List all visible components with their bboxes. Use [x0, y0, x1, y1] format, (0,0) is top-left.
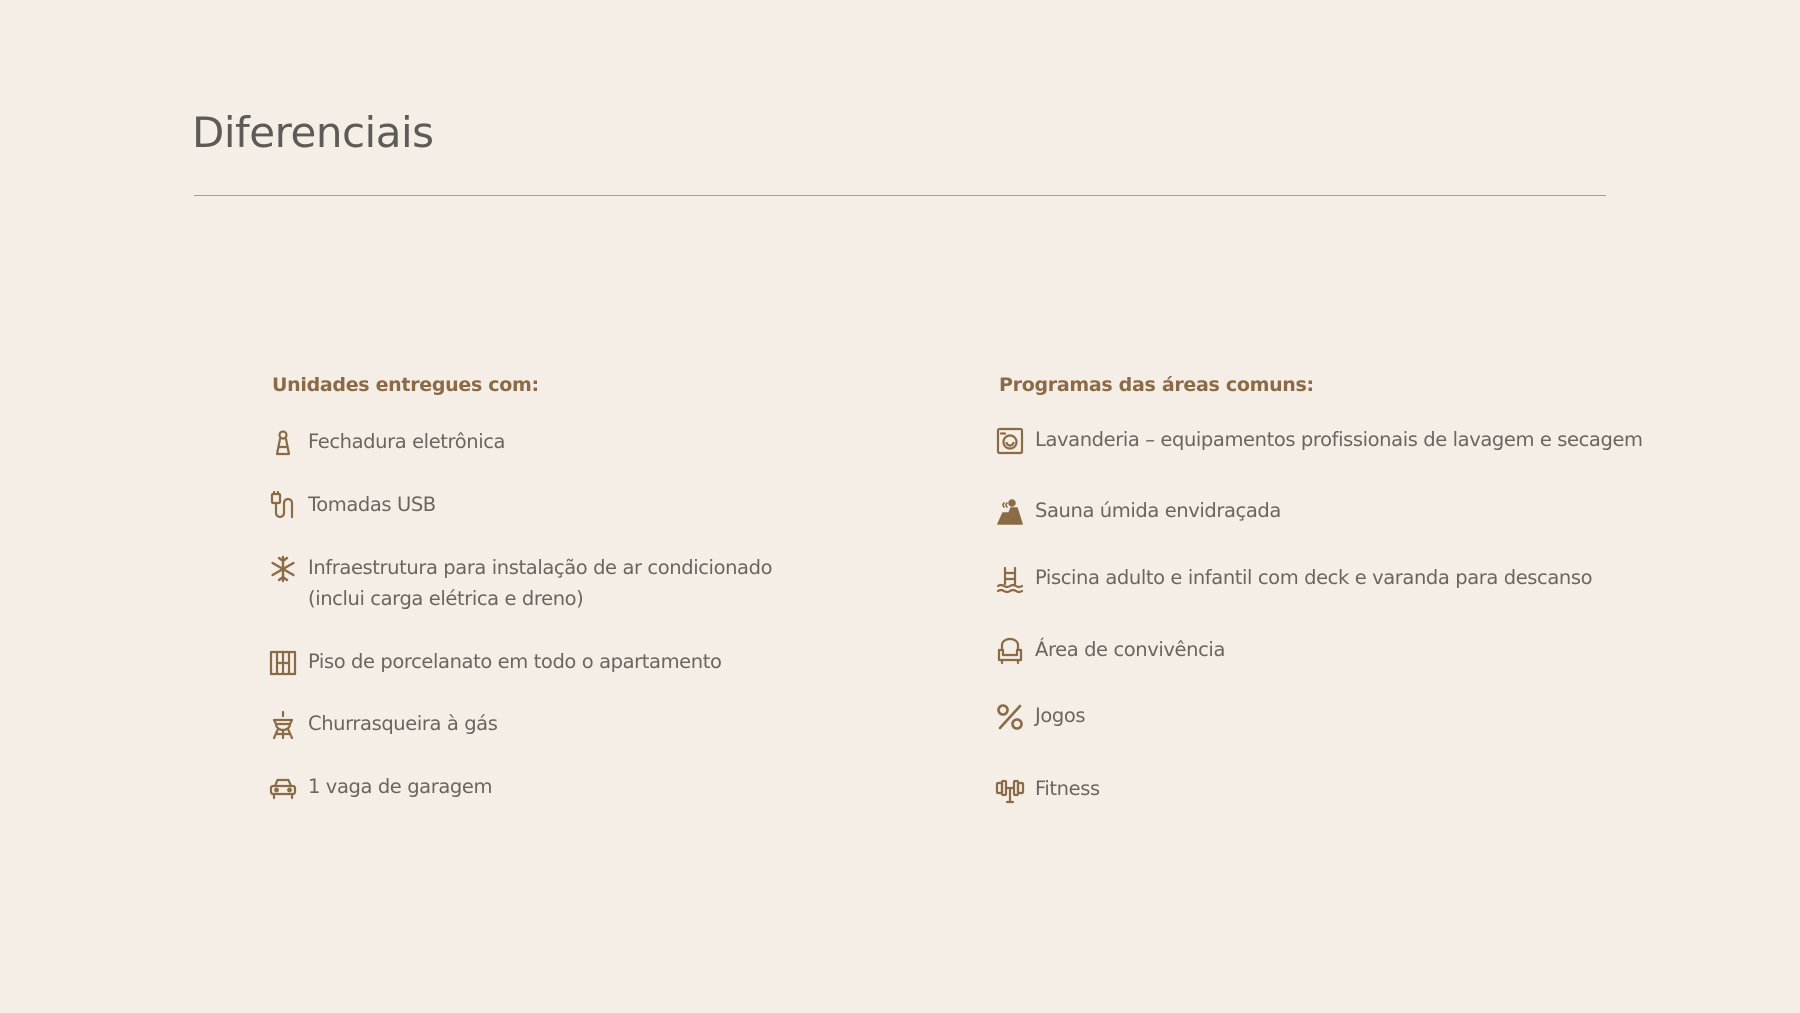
- list-item: [266, 646, 722, 680]
- washing-machine-icon: [993, 424, 1027, 458]
- list-item: [993, 634, 1225, 668]
- title-divider: [194, 195, 1606, 196]
- item-label-continuation: (inclui carga elétrica e dreno): [308, 587, 584, 610]
- car-icon: [266, 771, 300, 805]
- list-item: [993, 495, 1281, 529]
- dumbbell-icon: [993, 773, 1027, 807]
- item-label: Sauna úmida envidraçada: [1035, 499, 1281, 522]
- common-areas-heading: Programas das áreas comuns:: [999, 374, 1314, 396]
- item-label: Infraestrutura para instalação de ar condicionado: [308, 556, 773, 579]
- list-item: [993, 424, 1643, 458]
- sauna-icon: [993, 495, 1027, 529]
- page-title: Diferenciais: [192, 108, 434, 157]
- units-heading: Unidades entregues com:: [272, 374, 539, 396]
- list-item: [993, 562, 1592, 596]
- pool-icon: [993, 562, 1027, 596]
- item-label: Área de convivência: [1035, 638, 1225, 661]
- item-label: Piscina adulto e infantil com deck e varanda para descanso: [1035, 566, 1593, 589]
- list-item: [266, 426, 505, 460]
- item-label: Churrasqueira à gás: [308, 712, 498, 735]
- list-item: [266, 489, 436, 523]
- item-label: 1 vaga de garagem: [308, 775, 493, 798]
- item-label: Piso de porcelanato em todo o apartamento: [308, 650, 722, 673]
- armchair-icon: [993, 634, 1027, 668]
- list-item: [993, 773, 1100, 807]
- floor-tiles-icon: [266, 646, 300, 680]
- item-label: Tomadas USB: [308, 493, 436, 516]
- list-item: [993, 700, 1085, 734]
- list-item: [266, 771, 492, 805]
- item-label: Fechadura eletrônica: [308, 430, 506, 453]
- item-label: Fitness: [1035, 777, 1100, 800]
- snowflake-icon: [266, 552, 300, 586]
- list-item: [266, 708, 498, 742]
- list-item: [266, 552, 772, 614]
- grill-icon: [266, 708, 300, 742]
- item-label: Jogos: [1035, 704, 1086, 727]
- item-label: Lavanderia – equipamentos profissionais de lavagem e secagem: [1035, 428, 1643, 451]
- usb-plug-icon: [266, 489, 300, 523]
- lock-icon: [266, 426, 300, 460]
- percent-games-icon: [993, 700, 1027, 734]
